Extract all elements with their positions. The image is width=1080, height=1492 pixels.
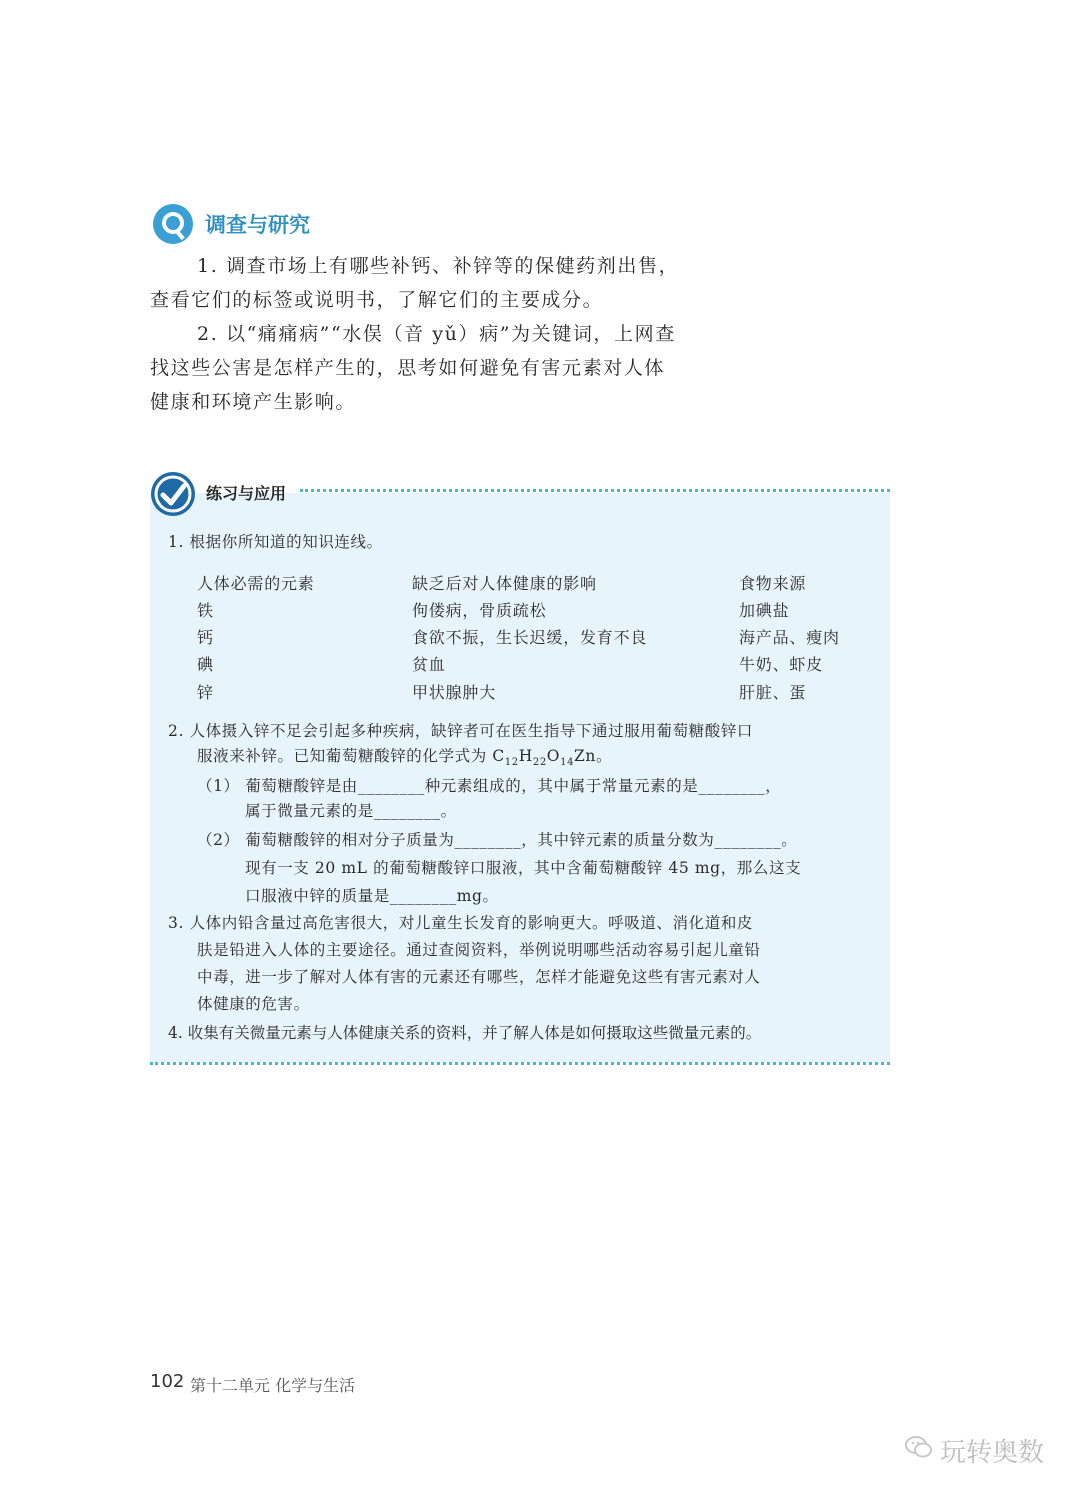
dotted-divider-bottom (150, 1062, 890, 1065)
element-calcium: 钙 (197, 628, 214, 647)
question-2-1-line-2: 属于微量元素的是________。 (245, 802, 457, 820)
element-iron: 铁 (197, 601, 214, 620)
table-header-effect: 缺乏后对人体健康的影响 (412, 574, 597, 593)
effect-4: 甲状腺肿大 (412, 683, 497, 702)
chapter-title: 第十二单元 化学与生活 (190, 1376, 356, 1395)
formula-sub-c: 12 (504, 757, 519, 769)
effect-3: 贫血 (412, 655, 446, 674)
question-1: 1. 根据你所知道的知识连线。 (168, 533, 383, 551)
formula-zn: Zn。 (574, 747, 613, 765)
pencil-check-icon (150, 471, 196, 517)
table-header-source: 食物来源 (739, 574, 807, 593)
wechat-icon (904, 1432, 934, 1462)
formula-sub-o: 14 (560, 757, 575, 769)
question-2-1-line-1: （1） 葡萄糖酸锌是由________种元素组成的，其中属于常量元素的是________， (197, 777, 782, 795)
magnifier-icon (152, 203, 194, 245)
source-2: 海产品、瘦肉 (739, 628, 840, 647)
formula-sub-h: 22 (532, 757, 547, 769)
investigation-line-2: 查看它们的标签或说明书，了解它们的主要成分。 (150, 289, 604, 311)
investigation-title: 调查与研究 (205, 213, 310, 237)
effect-2: 食欲不振，生长迟缓，发育不良 (412, 628, 648, 647)
watermark-text: 玩转奥数 (940, 1438, 1045, 1468)
question-2-line-2-text: 服液来补锌。已知葡萄糖酸锌的化学式为 C (197, 747, 505, 765)
element-iodine: 碘 (197, 655, 214, 674)
investigation-line-5: 健康和环境产生影响。 (150, 391, 357, 413)
source-3: 牛奶、虾皮 (739, 655, 824, 674)
source-1: 加碘盐 (739, 601, 790, 620)
question-4: 4. 收集有关微量元素与人体健康关系的资料，并了解人体是如何摄取这些微量元素的。 (168, 1024, 762, 1042)
formula-o: O (546, 747, 561, 765)
question-2-line-1: 2. 人体摄入锌不足会引起多种疾病，缺锌者可在医生指导下通过服用葡萄糖酸锌口 (168, 722, 754, 740)
question-2-line-2 (197, 745, 612, 774)
question-2-2-line-3: 口服液中锌的质量是________mg。 (245, 887, 499, 905)
element-zinc: 锌 (197, 683, 214, 702)
question-3-line-3: 中毒，进一步了解对人体有害的元素还有哪些，怎样才能避免这些有害元素对人 (197, 968, 761, 986)
question-2-2-line-1: （2） 葡萄糖酸锌的相对分子质量为________，其中锌元素的质量分数为________。 (197, 831, 798, 849)
exercise-title: 练习与应用 (206, 484, 287, 503)
investigation-line-4: 找这些公害是怎样产生的，思考如何避免有害元素对人体 (150, 357, 666, 379)
table-header-element: 人体必需的元素 (197, 574, 315, 593)
investigation-line-1: 1. 调查市场上有哪些补钙、补锌等的保健药剂出售， (197, 255, 680, 277)
formula-h: H (518, 747, 533, 765)
question-3-line-4: 体健康的危害。 (197, 995, 310, 1013)
effect-1: 佝偻病，骨质疏松 (412, 601, 547, 620)
question-3-line-1: 3. 人体内铅含量过高危害很大，对儿童生长发育的影响更大。呼吸道、消化道和皮 (168, 914, 754, 932)
dotted-divider-top (300, 489, 890, 492)
question-3-line-2: 肤是铅进入人体的主要途径。通过查阅资料，举例说明哪些活动容易引起儿童铅 (197, 941, 761, 959)
investigation-line-3: 2. 以“痛痛病”“水俣（音 yǔ）病”为关键词，上网查 (197, 323, 676, 345)
page-number: 102 (150, 1371, 185, 1392)
source-4: 肝脏、蛋 (739, 683, 807, 702)
question-2-2-line-2: 现有一支 20 mL 的葡萄糖酸锌口服液，其中含葡萄糖酸锌 45 mg，那么这支 (245, 859, 802, 877)
